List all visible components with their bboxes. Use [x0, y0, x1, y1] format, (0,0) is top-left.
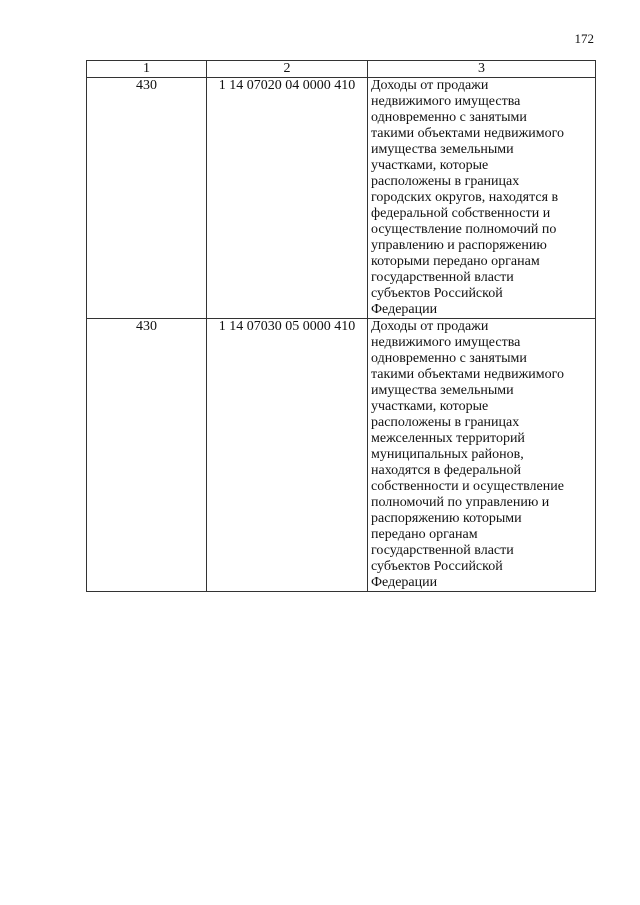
- revenue-classification-table: [86, 60, 596, 592]
- table-row: [87, 78, 596, 319]
- description-line: которыми передано органам: [371, 254, 540, 269]
- description-line: Федерации: [371, 575, 438, 590]
- description-line: имущества земельными: [371, 383, 514, 398]
- table-header-row: [87, 61, 596, 78]
- description-line: государственной власти: [371, 543, 514, 558]
- description-line: недвижимого имущества: [371, 335, 521, 350]
- description-line: федеральной собственности и: [371, 206, 551, 221]
- description-line: Доходы от продажи: [371, 78, 489, 93]
- description-line: субъектов Российской: [371, 286, 503, 301]
- kbk-code-cell: 1 14 07020 04 0000 410: [207, 78, 368, 319]
- description-line: расположены в границах: [371, 174, 520, 189]
- page-number: 172: [574, 31, 594, 46]
- description-cell: [368, 319, 596, 592]
- description-line: собственности и осуществление: [371, 479, 564, 494]
- description-line: межселенных территорий: [371, 431, 525, 446]
- kbk-code-cell: 1 14 07030 05 0000 410: [207, 319, 368, 592]
- description-line: Федерации: [371, 302, 438, 317]
- description-line: управлению и распоряжению: [371, 238, 547, 253]
- description-line: находятся в федеральной: [371, 463, 522, 478]
- description-line: расположены в границах: [371, 415, 520, 430]
- description-cell: [368, 78, 596, 319]
- description-line: Доходы от продажи: [371, 319, 489, 334]
- description-line: одновременно с занятыми: [371, 110, 527, 125]
- column-header-1: 1: [87, 61, 207, 78]
- description-line: распоряжению которыми: [371, 511, 522, 526]
- description-line: имущества земельными: [371, 142, 514, 157]
- description-line: городских округов, находятся в: [371, 190, 559, 205]
- admin-code-cell: 430: [87, 319, 207, 592]
- description-line: такими объектами недвижимого: [371, 367, 565, 382]
- description-line: осуществление полномочий по: [371, 222, 557, 237]
- description-line: субъектов Российской: [371, 559, 503, 574]
- description-line: участками, которые: [371, 158, 489, 173]
- table-row: [87, 319, 596, 592]
- description-line: полномочий по управлению и: [371, 495, 550, 510]
- description-line: такими объектами недвижимого: [371, 126, 565, 141]
- admin-code-cell: 430: [87, 78, 207, 319]
- description-line: передано органам: [371, 527, 478, 542]
- description-line: недвижимого имущества: [371, 94, 521, 109]
- description-line: муниципальных районов,: [371, 447, 524, 462]
- column-header-2: 2: [207, 61, 368, 78]
- description-line: государственной власти: [371, 270, 514, 285]
- column-header-3: 3: [368, 61, 596, 78]
- description-line: участками, которые: [371, 399, 489, 414]
- table-body: [87, 78, 596, 592]
- description-line: одновременно с занятыми: [371, 351, 527, 366]
